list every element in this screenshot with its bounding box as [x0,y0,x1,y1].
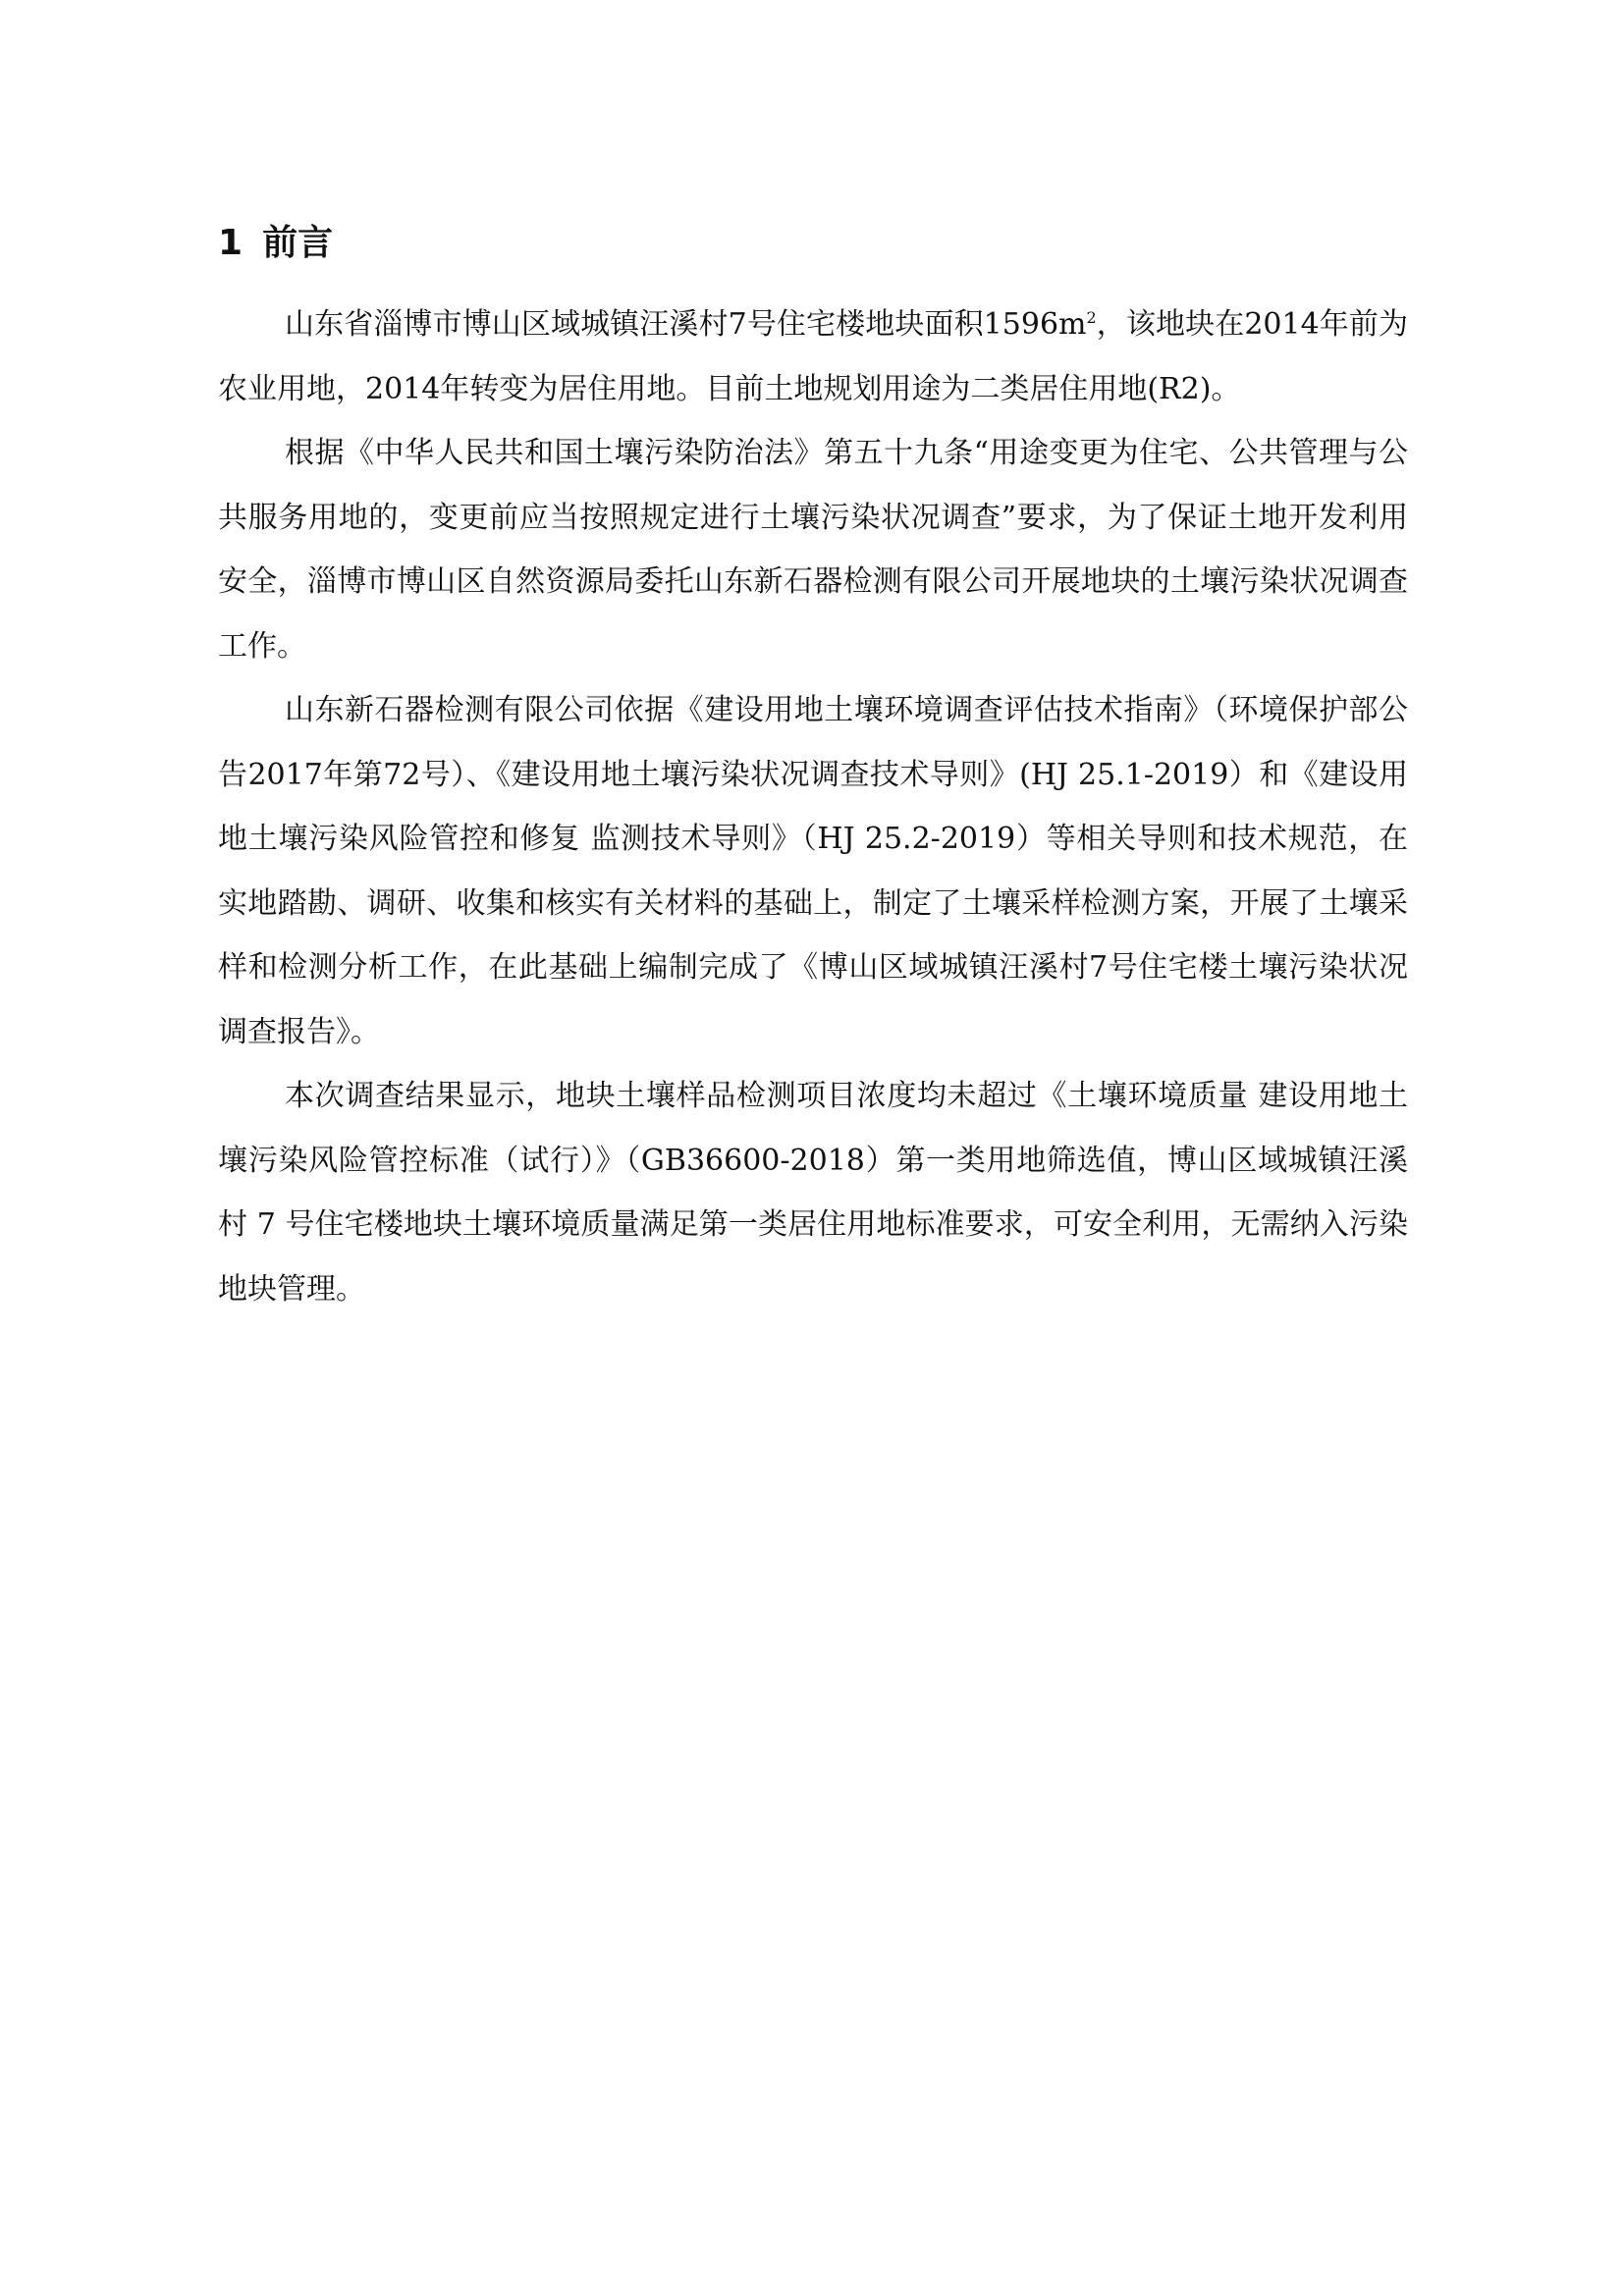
section-heading [218,220,333,267]
area-unit-superscript: 2 [1086,308,1097,327]
paragraph-legal-basis: 根据《中华人民共和国土壤污染防治法》第五十九条“用途变更为住宅、公共管理与公共服务用地的，变更前应当按照规定进行土壤污染状况调查”要求，为了保证土地开发利用安全，淄博市博山区自然资源局委托山东新石器检测有限公司开展地块的土壤污染状况调查工作。 [218,436,1408,664]
paragraph-conclusion: 本次调查结果显示，地块土壤样品检测项目浓度均未超过《土壤环境质量 建设用地土壤污染风险管控标准（试行）》（GB36600-2018）第一类用地筛选值，博山区域城镇汪溪村 7 号住宅楼地块土壤环境质量满足第一类居住用地标准要求，可安全利用，无需纳入污染地块管理。 [218,1079,1408,1307]
paragraph-site-overview-start: 山东省淄博市博山区域城镇汪溪村7号住宅楼地块面积1596m [285,307,1087,342]
section-title: 前言 [262,223,334,263]
paragraph-site-overview [218,293,1408,421]
section-body [218,293,1408,1321]
paragraph-site-overview-end: ，该地块在2014年前为农业用地，2014年转变为居住用地。目前土地规划用途为二类居住用地(R2)。 [218,307,1408,406]
section-number: 1 [218,223,244,263]
paragraph-methodology: 山东新石器检测有限公司依据《建设用地土壤环境调查评估技术指南》（环境保护部公告2017年第72号）、《建设用地土壤污染状况调查技术导则》(HJ 25.1-2019）和《建设用地土壤污染风险管控和修复 监测技术导则》（HJ 25.2-2019）等相关导则和技术规范，在实地踏勘、调研、收集和核实有关材料的基础上，制定了土壤采样检测方案，开展了土壤采样和检测分析工作，在此基础上编制完成了《博山区域城镇汪溪村7号住宅楼土壤污染状况调查报告》。 [218,693,1408,1049]
